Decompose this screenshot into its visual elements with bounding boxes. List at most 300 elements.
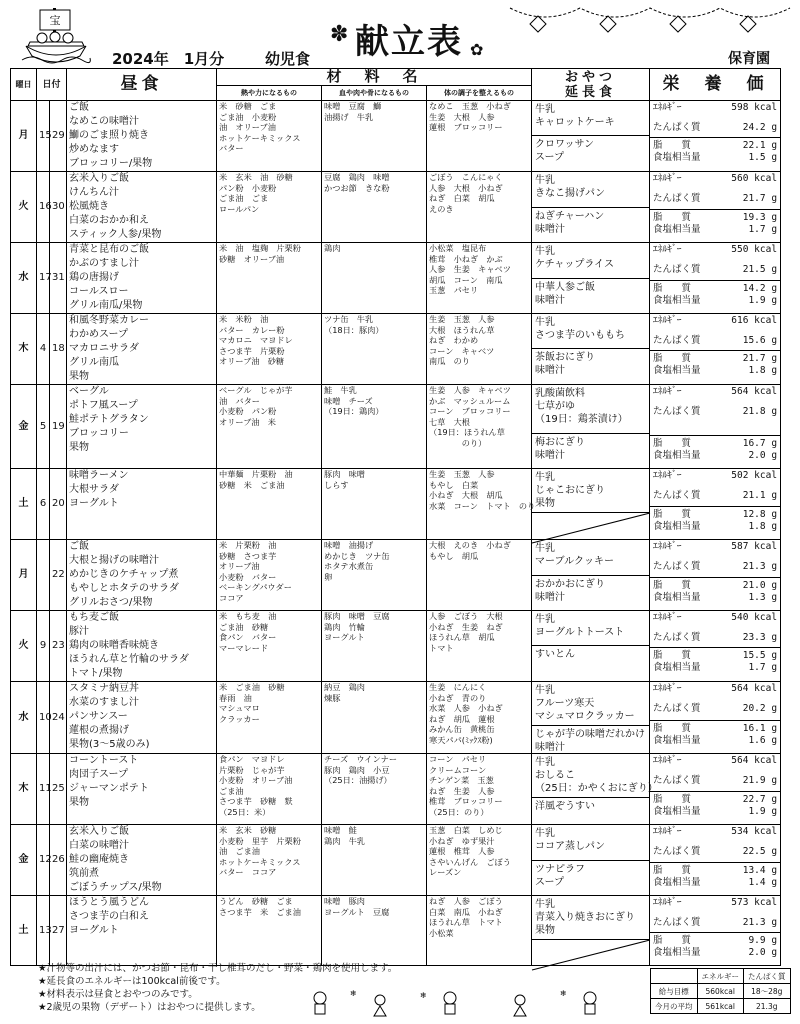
text-line: 油揚げ 牛乳 bbox=[324, 111, 374, 122]
nutrition-energy-value: 550 kcal bbox=[731, 244, 778, 255]
text-line: 味噌汁 bbox=[535, 224, 566, 235]
date-cell bbox=[37, 540, 50, 611]
text-line: ツナピラフ bbox=[535, 864, 586, 875]
blood-ingredients bbox=[322, 243, 427, 314]
text-line: 生姜 玉葱 人参 bbox=[429, 314, 495, 324]
date-cell: 16 bbox=[37, 172, 50, 243]
table-row bbox=[11, 314, 781, 385]
nutrition-protein-label: たんぱく質 bbox=[653, 632, 701, 643]
text-line: ごぼうチップス/果物 bbox=[69, 882, 162, 893]
nutrition-fat-row bbox=[650, 353, 780, 365]
nutrition-protein-row bbox=[650, 561, 780, 573]
text-line: ヨーグルト bbox=[69, 925, 119, 936]
nutrition-protein-row bbox=[650, 406, 780, 418]
nutrition-protein-row bbox=[650, 917, 780, 929]
nutrition-salt-row bbox=[650, 224, 780, 236]
nutrition-protein-label: たんぱく質 bbox=[653, 122, 701, 133]
text-line: 牛乳 bbox=[535, 472, 556, 483]
text-line: すいとん bbox=[535, 649, 576, 660]
date-cell: 11 bbox=[37, 754, 50, 825]
nutrition-fat-label: 脂 質 bbox=[653, 509, 692, 520]
snack-cell bbox=[532, 540, 650, 611]
text-line: 牛乳 bbox=[535, 246, 556, 257]
lunch-dishes bbox=[67, 243, 217, 314]
nutrition-fat-value: 13.4 g bbox=[742, 865, 778, 876]
date-cell: 17 bbox=[37, 243, 50, 314]
header-blood-group: 血や肉や骨になるもの bbox=[322, 86, 427, 101]
text-line: 生姜 大根 人参 bbox=[429, 111, 495, 122]
text-line: 人参 生姜 キャベツ bbox=[429, 264, 511, 274]
text-line: （25日：米） bbox=[219, 806, 271, 817]
text-line: 茶飯おにぎり bbox=[535, 352, 596, 363]
energy-ingredients bbox=[217, 172, 322, 243]
nutrition-salt-value: 1.9 g bbox=[748, 295, 778, 306]
snack-cell bbox=[532, 896, 650, 966]
header bbox=[0, 0, 800, 72]
extended-meal bbox=[532, 512, 649, 543]
text-line: 果物(3～5歳のみ) bbox=[69, 739, 150, 750]
text-line: バター ココア bbox=[219, 867, 277, 877]
nutrition-fat-row bbox=[650, 723, 780, 735]
nutrition-energy-value: 616 kcal bbox=[731, 315, 778, 326]
text-line: オリーブ油 bbox=[219, 561, 260, 571]
extended-meal bbox=[532, 725, 649, 756]
text-line: 玄米入りご飯 bbox=[69, 826, 130, 837]
text-line: 洋風ぞうすい bbox=[535, 801, 596, 812]
nutrition-salt-row bbox=[650, 450, 780, 462]
nutrition-energy-value: 564 kcal bbox=[731, 683, 778, 694]
text-line: グリルおさつ/果物 bbox=[69, 597, 153, 608]
nutrition-salt-value: 2.0 g bbox=[748, 947, 778, 958]
day-cell: 水 bbox=[11, 243, 37, 314]
snack-cell bbox=[532, 243, 650, 314]
nutrition-protein-row bbox=[650, 490, 780, 502]
summary-target-label: 給与目標 bbox=[651, 984, 698, 999]
table-row bbox=[11, 754, 781, 825]
day-cell: 木 bbox=[11, 314, 37, 385]
text-line: 味噌汁 bbox=[535, 295, 566, 306]
text-line: 肉団子スープ bbox=[69, 769, 129, 780]
nutrition-cell bbox=[650, 540, 781, 611]
text-line: 米 もち麦 油 bbox=[219, 611, 277, 621]
text-line: 果物 bbox=[535, 498, 556, 509]
text-line: 小松菜 塩昆布 bbox=[429, 243, 487, 253]
text-line: ホットケーキミックス bbox=[219, 132, 301, 143]
footnote: ★2歳児の果物（デザート）はおやつに提供します。 bbox=[38, 1002, 261, 1013]
text-line: グリル南瓜 bbox=[69, 357, 120, 368]
text-line: ブロッコリー/果物 bbox=[69, 158, 153, 169]
nutrition-salt-label: 食塩相当量 bbox=[653, 152, 701, 163]
nutrition-protein-label: たんぱく質 bbox=[653, 335, 701, 346]
lunch-dishes bbox=[67, 314, 217, 385]
text-line: マカロニサラダ bbox=[69, 343, 139, 354]
nutrition-salt-value: 2.0 g bbox=[748, 450, 778, 461]
nutrition-salt-row bbox=[650, 806, 780, 818]
day-cell: 土 bbox=[11, 896, 37, 966]
text-line: ヨーグルトトースト bbox=[535, 627, 625, 638]
text-line: 小ねぎ 大根 胡瓜 bbox=[429, 490, 503, 500]
lunch-dishes bbox=[67, 754, 217, 825]
nutrition-energy-value: 564 kcal bbox=[731, 755, 778, 766]
text-line: 生姜 玉葱 人参 bbox=[429, 469, 495, 479]
extended-meal bbox=[532, 278, 649, 313]
text-line: 米 片栗粉 油 bbox=[219, 540, 277, 550]
nutrition-energy-row bbox=[650, 386, 780, 398]
nutrition-salt-label: 食塩相当量 bbox=[653, 806, 701, 817]
nutrition-energy-value: 587 kcal bbox=[731, 541, 778, 552]
text-line: コーン キャベツ bbox=[429, 345, 495, 356]
text-line: 鰤のごま照り焼き bbox=[69, 130, 150, 141]
text-line: 人参 大根 小ねぎ bbox=[429, 182, 503, 193]
text-line: 豚汁 bbox=[69, 626, 90, 637]
nutrition-fat-label: 脂 質 bbox=[653, 794, 692, 805]
text-line: （19日：ほうれん草 bbox=[429, 427, 505, 437]
text-line: ジャーマンポテト bbox=[69, 783, 149, 794]
nutrition-protein-value: 21.8 g bbox=[742, 406, 778, 417]
text-line: 豚肉 鶏肉 小豆 bbox=[324, 764, 390, 775]
text-line: クリームコーン bbox=[429, 764, 487, 775]
energy-ingredients bbox=[217, 540, 322, 611]
energy-ingredients bbox=[217, 896, 322, 966]
snack-items bbox=[532, 540, 649, 575]
nutrition-salt-value: 1.7 g bbox=[748, 662, 778, 673]
text-line: 小ねぎ ゆず果汁 bbox=[429, 835, 495, 846]
text-line: 油 オリーブ油 bbox=[219, 122, 276, 132]
blood-ingredients bbox=[322, 385, 427, 469]
nutrition-protein-row bbox=[650, 703, 780, 715]
text-line: コーントースト bbox=[69, 755, 139, 766]
nutrition-salt-label: 食塩相当量 bbox=[653, 662, 701, 673]
lunch-dishes bbox=[67, 611, 217, 682]
nutrition-salt-value: 1.7 g bbox=[748, 224, 778, 235]
text-line: 白菜の味噌汁 bbox=[69, 840, 130, 851]
header-date: 日付 bbox=[37, 69, 67, 101]
table-row bbox=[11, 825, 781, 896]
header-lunch: 昼食 bbox=[67, 69, 217, 101]
nutrition-energy-row bbox=[650, 683, 780, 695]
nutrition-energy-row bbox=[650, 897, 780, 909]
energy-ingredients bbox=[217, 754, 322, 825]
extended-meal bbox=[532, 797, 649, 824]
header-day: 曜日 bbox=[11, 69, 37, 101]
blood-ingredients bbox=[322, 611, 427, 682]
text-line: 蓮根の煮揚げ bbox=[69, 725, 130, 736]
text-line: キャロットケーキ bbox=[535, 117, 615, 128]
nutrition-energy-label: ｴﾈﾙｷﾞｰ bbox=[653, 244, 682, 255]
text-line: 米 ごま油 砂糖 bbox=[219, 682, 285, 692]
text-line: おかかおにぎり bbox=[535, 579, 606, 590]
nutrition-salt-value: 1.8 g bbox=[748, 365, 778, 376]
text-line: 大根と揚げの味噌汁 bbox=[69, 555, 160, 566]
menu-category: 幼児食 bbox=[265, 50, 311, 68]
text-line: バター bbox=[219, 143, 244, 153]
text-line: コールスロー bbox=[69, 286, 129, 297]
body-ingredients bbox=[427, 754, 532, 825]
text-line: 水菜 コーン トマト のり bbox=[429, 500, 536, 511]
text-line: 人参 ごぼう 大根 bbox=[429, 611, 503, 621]
date-cell: 5 bbox=[37, 385, 50, 469]
snack-cell bbox=[532, 101, 650, 172]
nutrition-energy-label: ｴﾈﾙｷﾞｰ bbox=[653, 897, 682, 908]
footnote: ★汁物等の出汁には、かつお節・昆布・干し椎茸のだし・野菜・鶏肉を使用します。 bbox=[38, 963, 398, 974]
text-line: 砂糖 米 ごま油 bbox=[219, 479, 285, 490]
text-line: 食パン マヨドレ bbox=[219, 754, 285, 764]
nutrition-salt-label: 食塩相当量 bbox=[653, 224, 701, 235]
svg-text:❄: ❄ bbox=[560, 989, 567, 998]
snack-items bbox=[532, 101, 649, 135]
table-row bbox=[11, 101, 781, 172]
text-line: ロールパン bbox=[219, 203, 260, 214]
text-line: （25日：かやくおにぎり） bbox=[535, 783, 658, 794]
text-line: ねぎ わかめ bbox=[429, 335, 479, 345]
nutrition-protein-label: たんぱく質 bbox=[653, 490, 701, 501]
blood-ingredients bbox=[322, 896, 427, 966]
nutrition-cell bbox=[650, 469, 781, 540]
text-line: 鮭 牛乳 bbox=[324, 385, 357, 395]
text-line: ほうとう風うどん bbox=[69, 897, 150, 908]
text-line: じゃこおにぎり bbox=[535, 485, 606, 496]
text-line: ごま油 ごま bbox=[219, 193, 269, 203]
date-cell: 23 bbox=[50, 611, 67, 682]
text-line: かつお節 きな粉 bbox=[324, 182, 390, 193]
extended-meal bbox=[532, 645, 649, 680]
nutrition-protein-value: 23.3 g bbox=[742, 632, 778, 643]
nutrition-energy-value: 540 kcal bbox=[731, 612, 778, 623]
text-line: ベーグル bbox=[69, 386, 109, 397]
playing-children-illustration bbox=[300, 988, 640, 1018]
energy-ingredients bbox=[217, 385, 322, 469]
text-line: 油 バター bbox=[219, 395, 260, 406]
text-line: マシュマロ bbox=[219, 703, 260, 713]
header-nutrition: 栄 養 価 bbox=[650, 69, 781, 101]
nutrition-energy-label: ｴﾈﾙｷﾞｰ bbox=[653, 102, 682, 113]
text-line: ねぎ 人参 ごぼう bbox=[429, 896, 503, 906]
day-cell: 火 bbox=[11, 611, 37, 682]
text-line: さつま芋のいももち bbox=[535, 330, 626, 341]
snack-items bbox=[532, 611, 649, 645]
nutrition-energy-value: 560 kcal bbox=[731, 173, 778, 184]
nutrition-salt-row bbox=[650, 365, 780, 377]
nutrition-fat-value: 12.8 g bbox=[742, 509, 778, 520]
snack-cell bbox=[532, 825, 650, 896]
text-line: なめこ 玉葱 小ねぎ bbox=[429, 101, 511, 111]
snack-items bbox=[532, 754, 658, 797]
text-line: ねぎ 胡瓜 蓮根 bbox=[429, 713, 495, 724]
text-line: ココア bbox=[219, 592, 244, 603]
nutrition-fat-value: 14.2 g bbox=[742, 283, 778, 294]
snack-items bbox=[532, 314, 649, 348]
snack-cell bbox=[532, 314, 650, 385]
nutrition-salt-row bbox=[650, 592, 780, 604]
energy-ingredients bbox=[217, 469, 322, 540]
nutrition-protein-label: たんぱく質 bbox=[653, 846, 701, 857]
header-energy-group: 熱や力になるもの bbox=[217, 86, 322, 101]
text-line: （25日：のり） bbox=[429, 806, 489, 817]
text-line: 納豆 鶏肉 bbox=[324, 682, 365, 692]
text-line: 牛乳 bbox=[535, 175, 556, 186]
text-line: ポトフ風スープ bbox=[69, 400, 138, 411]
nutrition-fat-row bbox=[650, 650, 780, 662]
nutrition-protein-value: 20.2 g bbox=[742, 703, 778, 714]
nutrition-energy-row bbox=[650, 541, 780, 553]
text-line: マーマレード bbox=[219, 642, 269, 653]
text-line: 果物 bbox=[535, 925, 556, 936]
nutrition-protein-label: たんぱく質 bbox=[653, 264, 701, 275]
text-line: スタミナ納豆丼 bbox=[69, 683, 140, 694]
nutrition-energy-label: ｴﾈﾙｷﾞｰ bbox=[653, 386, 682, 397]
text-line: 玉葱 白菜 しめじ bbox=[429, 825, 503, 835]
text-line: 果物 bbox=[69, 442, 90, 453]
text-line: 青菜入り焼きおにぎり bbox=[535, 912, 636, 923]
nutrition-fat-row bbox=[650, 935, 780, 947]
snack-items bbox=[532, 172, 649, 207]
text-line: もち麦ご飯 bbox=[69, 612, 120, 623]
nutrition-fat-value: 16.1 g bbox=[742, 723, 778, 734]
text-line: 豚肉 味噌 bbox=[324, 469, 365, 479]
nutrition-protein-label: たんぱく質 bbox=[653, 703, 701, 714]
energy-ingredients bbox=[217, 101, 322, 172]
date-cell: 20 bbox=[50, 469, 67, 540]
nutrition-salt-row bbox=[650, 152, 780, 164]
text-line: なめこの味噌汁 bbox=[69, 116, 140, 127]
nutrition-energy-label: ｴﾈﾙｷﾞｰ bbox=[653, 612, 682, 623]
text-line: 大根サラダ bbox=[69, 484, 119, 495]
text-line: みかん缶 黄桃缶 bbox=[429, 724, 495, 734]
body-ingredients bbox=[427, 385, 532, 469]
text-line: グリル南瓜/果物 bbox=[69, 300, 143, 311]
nutrition-fat-label: 脂 質 bbox=[653, 865, 692, 876]
text-line: 味噌 油揚げ bbox=[324, 540, 374, 550]
text-line: 南瓜 のり bbox=[429, 356, 470, 366]
text-line: コーン パセリ bbox=[429, 754, 487, 764]
lunch-dishes bbox=[67, 172, 217, 243]
text-line: 小ねぎ 生姜 ねぎ bbox=[429, 621, 503, 632]
lunch-dishes bbox=[67, 825, 217, 896]
text-line: 白菜のおかか和え bbox=[69, 215, 150, 226]
nutrition-fat-label: 脂 質 bbox=[653, 353, 692, 364]
text-line: けんちん汁 bbox=[69, 187, 120, 198]
day-cell: 火 bbox=[11, 172, 37, 243]
text-line: ごま油 小麦粉 bbox=[219, 111, 277, 122]
table-row bbox=[11, 896, 781, 966]
date-cell: 18 bbox=[50, 314, 67, 385]
text-line: マカロニ マヨドレ bbox=[219, 335, 293, 345]
header-ingredients: 材 料 名 bbox=[217, 69, 532, 86]
snack-items bbox=[532, 825, 649, 860]
no-extended-meal-slash bbox=[532, 940, 650, 970]
text-line: めかじきのケチャップ煮 bbox=[69, 569, 179, 580]
body-ingredients bbox=[427, 825, 532, 896]
text-line: 牛乳 bbox=[535, 543, 556, 554]
nutrition-energy-label: ｴﾈﾙｷﾞｰ bbox=[653, 173, 682, 184]
lunch-dishes bbox=[67, 540, 217, 611]
text-line: 鶏肉 牛乳 bbox=[324, 835, 365, 846]
text-line: 七草 大根 bbox=[429, 416, 470, 427]
year-month: 2024年 1月分 bbox=[112, 50, 225, 68]
snack-items bbox=[532, 469, 649, 512]
nutrition-protein-value: 22.5 g bbox=[742, 846, 778, 857]
summary-average-energy: 561kcal bbox=[697, 999, 744, 1014]
nutrition-fat-value: 22.1 g bbox=[742, 140, 778, 151]
text-line: 大根 えのき 小ねぎ bbox=[429, 540, 511, 550]
nutrition-energy-label: ｴﾈﾙｷﾞｰ bbox=[653, 755, 682, 766]
body-ingredients bbox=[427, 172, 532, 243]
snack-items bbox=[532, 682, 649, 725]
text-line: ホットケーキミックス bbox=[219, 856, 301, 867]
text-line: うどん 砂糖 ごま bbox=[219, 896, 293, 906]
energy-ingredients bbox=[217, 825, 322, 896]
nutrition-protein-value: 21.5 g bbox=[742, 264, 778, 275]
text-line: ココア蒸しパン bbox=[535, 841, 606, 852]
text-line: トマト bbox=[429, 642, 454, 653]
nutrition-protein-row bbox=[650, 632, 780, 644]
nutrition-salt-row bbox=[650, 947, 780, 959]
text-line: 味噌汁 bbox=[535, 742, 566, 753]
text-line: ベーキングパウダー bbox=[219, 582, 292, 592]
nutrition-fat-value: 15.5 g bbox=[742, 650, 778, 661]
text-line: パンサンスー bbox=[69, 711, 128, 722]
text-line: もやし 胡瓜 bbox=[429, 550, 479, 561]
summary-target-energy: 560kcal bbox=[697, 984, 744, 999]
text-line: 豚肉 味噌 豆腐 bbox=[324, 611, 390, 621]
day-cell: 月 bbox=[11, 101, 37, 172]
flower-icon: ✿ bbox=[470, 40, 484, 59]
nutrition-protein-label: たんぱく質 bbox=[653, 775, 701, 786]
nutrition-energy-label: ｴﾈﾙｷﾞｰ bbox=[653, 470, 682, 481]
extended-meal bbox=[532, 348, 649, 383]
nutrition-fat-row bbox=[650, 140, 780, 152]
text-line: 中華麺 片栗粉 油 bbox=[219, 469, 293, 479]
table-row bbox=[11, 682, 781, 754]
page-title: 献立表 bbox=[355, 22, 463, 62]
blood-ingredients bbox=[322, 469, 427, 540]
nutrition-energy-label: ｴﾈﾙｷﾞｰ bbox=[653, 315, 682, 326]
text-line: かぶのすまし汁 bbox=[69, 258, 140, 269]
text-line: （25日：油揚げ） bbox=[324, 775, 392, 785]
footnote: ★延長食のエネルギーは100kcal前後です。 bbox=[38, 976, 226, 987]
energy-ingredients bbox=[217, 243, 322, 314]
nutrition-energy-value: 573 kcal bbox=[731, 897, 778, 908]
date-cell: 12 bbox=[37, 825, 50, 896]
text-line: 鶏の唐揚げ bbox=[69, 272, 120, 283]
nutrition-energy-label: ｴﾈﾙｷﾞｰ bbox=[653, 826, 682, 837]
text-line: 小麦粉 オリーブ油 bbox=[219, 775, 293, 785]
table-row bbox=[11, 540, 781, 611]
text-line: フルーツ寒天 bbox=[535, 698, 595, 709]
nutrition-cell bbox=[650, 101, 781, 172]
lunch-dishes bbox=[67, 101, 217, 172]
text-line: バター カレー粉 bbox=[219, 324, 285, 335]
energy-ingredients bbox=[217, 682, 322, 754]
nutrition-cell bbox=[650, 243, 781, 314]
text-line: 炒めなます bbox=[69, 144, 120, 155]
extended-meal bbox=[532, 939, 649, 970]
text-line: スープ bbox=[535, 877, 565, 888]
text-line: ご飯 bbox=[69, 102, 90, 113]
text-line: 蓮根 椎茸 人参 bbox=[429, 846, 495, 856]
text-line: 米 砂糖 ごま bbox=[219, 101, 277, 111]
text-line: きなこ揚げパン bbox=[535, 188, 606, 199]
date-cell: 24 bbox=[50, 682, 67, 754]
text-line: 味噌汁 bbox=[535, 365, 566, 376]
nutrition-fat-value: 21.0 g bbox=[742, 580, 778, 591]
text-line: クラッカー bbox=[219, 713, 260, 724]
nutrition-protein-value: 21.7 g bbox=[742, 193, 778, 204]
nutrition-fat-value: 21.7 g bbox=[742, 353, 778, 364]
text-line: 油 ごま油 bbox=[219, 846, 260, 856]
text-line: ごぼう こんにゃく bbox=[429, 172, 503, 182]
nutrition-fat-value: 9.9 g bbox=[748, 935, 778, 946]
